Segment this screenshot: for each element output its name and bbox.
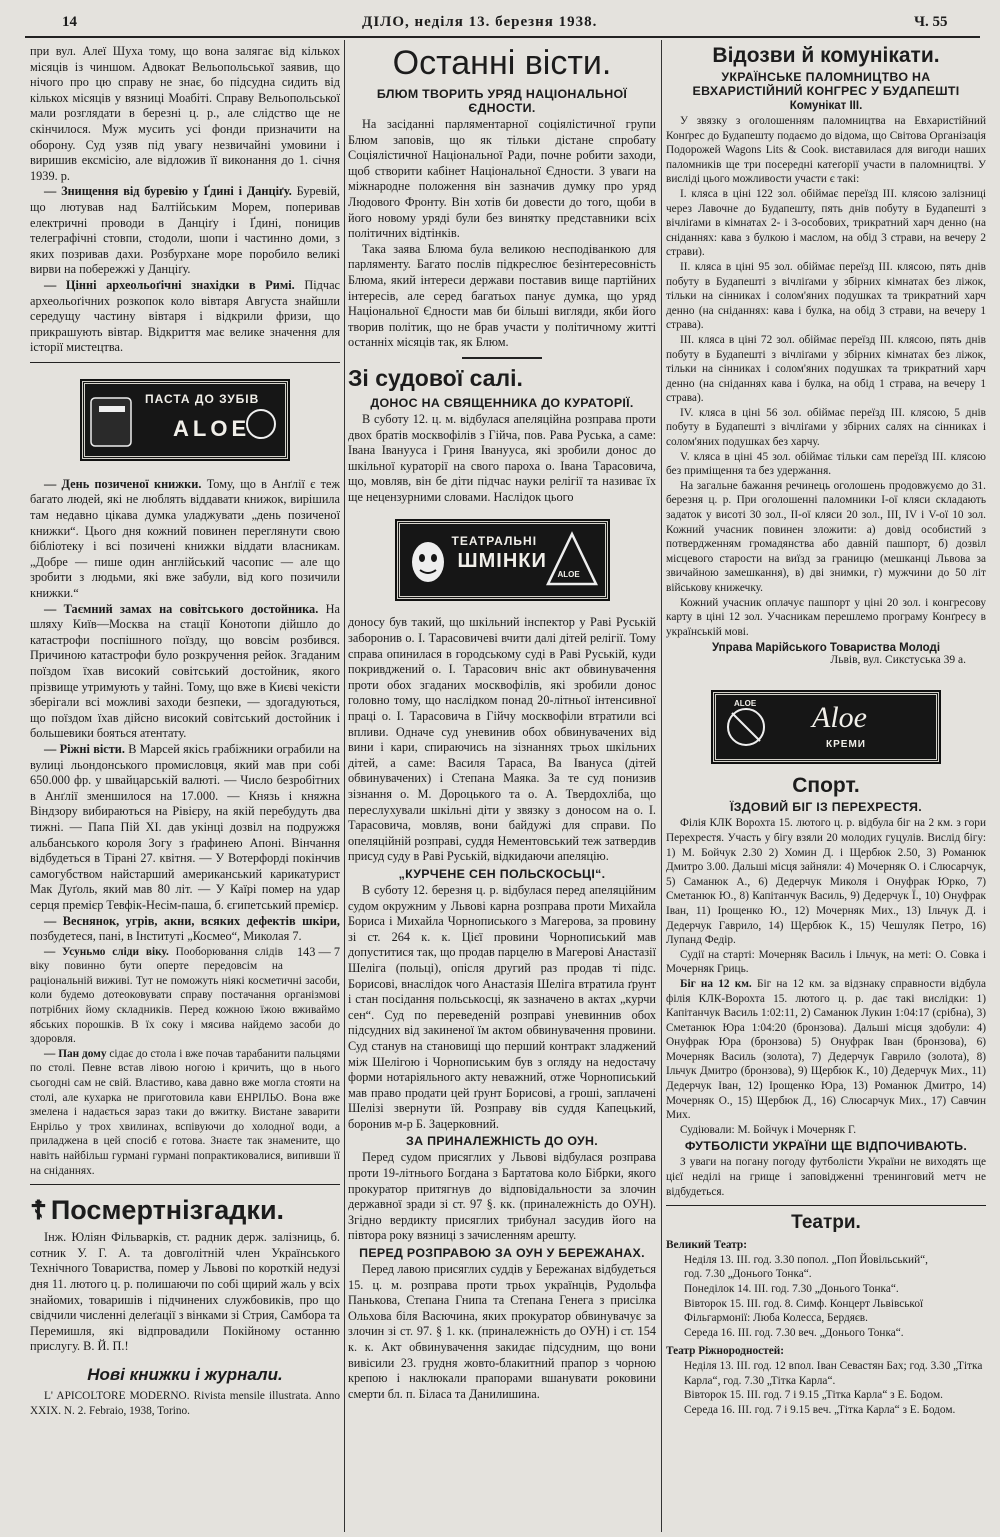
race-12km-judges: Судіювали: М. Бойчук і Мочерняк Г. [680, 1123, 857, 1136]
section-rule [462, 357, 542, 359]
budapest-class-1: І. кляса в ціні 122 зол. обіймає переїзд ІІІ. клясою залізниці через Лавочне до Будапешту, пять днів побуту в Будапешті з вічліґами в кімнатах 2- і 3-особових, трикратний харч денно (на сніданнях: кава з булкою і маслом, на обід 3 страви, на вечеру 2 страви). [666, 187, 986, 259]
great-theatre-line: Понеділок 14. ІІІ. год. 7.30 „Донього Тонка“. [684, 1283, 899, 1295]
berezhany-paragraph: Перед лавою присяглих суддів у Бережанах відбудеться 15. ц. м. розправа проти трьох українців, Рудольфа Панькова, Степана Гнипа та Степана Генега з присілка Ольхова біля Васючина, яких прокуратор обвинувачує за злочин зі ст. 97. § 1. кк. (приналежність до ОУН) і ст. 154 к. к. Акт обвинувачення закидає підсудним, що вони вивісили 23. грудня жовто-блакитний прапор з чорною крепою і наклюкали прапорами вшанувати роковини смерти бл. п. Біласа та Данилишина. [348, 1262, 656, 1401]
latest-news-title: Останні вісти. [392, 44, 612, 82]
column-right [666, 44, 986, 1532]
news-item-secret: — Таємний замах на совітського достойника. На шляху Київ—Москва на стації Конотопи дійшло до катастрофи поспішного поїзду, що вовсім розбився. Причиною катастрофи було розкручення рейок. Згаданим поїздом їхав високий совітський достойник, якого прізвище утримують у тайні. Тому, що вже в Києві чекісти зберігали всі можливі заходи безпеки, — здогадуються, що поїздом їхав дійсно високий совітський достойник і большевики бояться атентату. [30, 601, 340, 741]
budapest-headline: УКРАЇНСЬКЕ ПАЛОМНИЦТВО НА ЕВХАРИСТІЙНИЙ КОНГРЕС У БУДАПЕШТІ [692, 70, 960, 98]
variety-theatre-line: Вівторок 15. ІІІ. год. 7 і 9.15 „Тітка Карла“ з Е. Бодом. [684, 1389, 943, 1402]
blum-paragraph-2: Така заява Блюма була великою несподіванкою для парляменту. Багато послів підкреслює безінтересовність Блюма, який інтереси держави поставив вище партійних інтересів, але серед багатьох панує думка, що уряд Національної Єдности мав би більші вигляди, якби його творив політик, що не брав участи у політичному житті останніх місяців так, як Блюм. [348, 241, 656, 350]
new-books-text: L' APICOLTORE MODERNO. Rivista mensile illustrata. Anno XXIX. N. 2. Febraio, 1938, Torino. [30, 1389, 340, 1417]
oun-paragraph: Перед судом присяглих у Львові відбулася розправа проти 19-літнього Богдана з Бартатова коло Бібрки, якого прокуратор притягнув до відповідальности за злочин державної зради зі ст. 97 §. кк. (приналежність до ОУН). Згідно вердикту присяглих трибунал засудив його на півтора року вязниці з зачисленням арешту. [348, 1150, 656, 1243]
ad-kosmeo: — Веснянок, угрів, акни, всяких дефектів шкіри, позбудетеся, пані, в Інституті „Космео“, Миколая 7. 143 — 7 [30, 913, 340, 959]
race-judges: Судії на старті: Мочерняк Василь і Ільчук, на меті: О. Совка і Мочерняк Гриць. [666, 948, 986, 976]
budapest-signature: Управа Марійського Товариства Молоді [711, 642, 941, 655]
ad-coffee: — Пан дому сідає до стола і вже почав тарабанити пальцями по столі. Певне встав лівою ногою і кричить, що в нього сьогодні сам не свій. Властиво, кава давно вже могла стояти на столі, але кухарка не приготовила кави ЕНРІЛЬО. Вона вже змелена і надається зараз таки до вжитку. Вистане заварити Енрільо у трох хвилинах, вспівуючи до холодної води, а приладжена в цей спосіб є готова. Знаєте так знамените, що навіть найбільш гурмані гурмані попрактиковалися, випивши її на сніданнях. [30, 1047, 340, 1177]
budapest-deadline: На загальне бажання речинець оголошень продовжуємо до 31. березня ц. р. При оголошенні паломники І-ої кляси складають задаток у висоті 30 зол., ІІ-ої кляси 20 зол., ІІІ, IV і V-ої 10 зол. Кожний учасник повинен зложити: а) довід особистий з потвердженням громадянства або давній пашпорт, б) дозвіл місцевого старости на виїзд за границю (мешканці Львова за звичайною замешкання), в) дві знимки, г) мужчини до 50 літ військову книжечку. [666, 479, 986, 594]
budapest-paragraph-1: У звязку з оголошенням паломництва на Евхаристійний Конґрес до Будапешту подаємо до відома, що Світова Організація Подорожей Wagons Lits & Cook. виставилася для вигоди наших паломників ще три посередні катеґорії участи в паломництві. У висліді цього можливости участи є такі: [666, 115, 986, 186]
kurchene-paragraph: В суботу 12. березня ц. р. відбулася перед апеляційним судом окружним у Львові карна розправа проти Михайла Бориса і Михайла Чорнописького з Магерова, за провину зі ст. 264 к. к. Цієї провини Чорнописький мав допуститися так, що продав парцелю в Магерові Анастазії Шеліга (польці), опісля другий раз продав ті підс. Борисові, внаслідок чого Анастазія Шеліга втратила ґрунт і стан посідання польськосці, як зазначено в актах „курчи сен“. Суд по переведеній розправі уневиннив обох підсудних від закиненої їм актом обвинувачення провини. Суд станув на становищі що перший контракт зладжений між Шелігою і Чорнопиським був з огляду на недостачу форми нотаріяльного акту неважний, отже Чорнописький мав право продати цей ґрунт Борисові, а гроші, заплачені Шелізі звернути їй. Розправу вів суддя Капецький, боронив м-р Б. Зацерковний. [348, 882, 656, 1131]
budapest-class-4: IV. кляса в ціні 56 зол. обіймає переїзд ІІІ. клясою, 5 днів побуту в Будапешті з вічліґами у збірних салях на сінниках і солом'яних подушках без харчу. [666, 406, 986, 449]
variety-theatre-line: Середа 16. ІІІ. год. 7 і 9.15 веч. „Тітка Карла“ з Е. Бодом. [684, 1403, 956, 1416]
ad-age-traces: — Усуньмо сліди віку. Пооборювання слідів віку повинно бути оперте передовсім на раціональній виживі. Тут не поможуть ніякі косметичні засоби, коли будемо дотеоковувати справу постачання організмові потрібних йому складників. Перед кожною їжою вживаймо ябських порошків. В їх соку і мясива найдемо засоби до здоровля. [30, 945, 340, 1046]
article-continuation: при вул. Алеї Шуха тому, що вона залягає від кількох місяців із чиншом. Адвокат Вельопольської заявив, що нічого про цю справу не знає, бо підсудна сидить від кількох місяців у вязниці Моабіті. Справу Вельопольської мали розглядати в березні ц. р., але слідство ще не скінчилося. Муж мусить усі фонди призначити на оборону. Суд узяв під увагу незвичайні умовини і виришив ексмісію, але відложив її виконання до 1. січня 1939. р. [30, 44, 340, 183]
kurchene-headline: „КУРЧЕНЕ СЕН ПОЛЬСКОСЬЦІ“. [398, 866, 606, 881]
ad-cream-line3: КРЕМИ [826, 739, 866, 751]
obituaries-title: Посмертнізгадки. [50, 1195, 285, 1226]
cross-icon: ☦ [30, 1196, 47, 1226]
great-theatre-line: год. 7.30 „Донього Тонка“. [684, 1268, 812, 1281]
berezhany-headline: ПЕРЕД РОЗПРАВОЮ ЗА ОУН У БЕРЕЖАНАХ. [359, 1246, 645, 1261]
budapest-class-5: V. кляса в ціні 45 зол. обіймає тільки сам переїзд ІІІ. клясою без приміщення та без удержання. [666, 450, 986, 478]
appeals-title: Відозви й комунікати. [712, 44, 940, 67]
ad-aloe-cream [713, 692, 939, 762]
race-results: Філія КЛК Ворохта 15. лютого ц. р. відбула біг на 2 км. з гори Перехрестя. Участь у бігу взяли 20 молодих гуцулів. Вислід бігу: 1) М. Бойчук 2.30 2) Хомин Д. і Щербюк 2.50, 3) Романюк Дмитро 3.00. Дальші місця зайняли: 4) Мочерняк О. і Слюсарчук, 5) Саманюк А., 6) Дедерчук Миколя і Онуфрак Юрко, 7) Сметанюк Ю., 8) Капітанчук Василь, 9) Дедерчук Ї., 10) Онуфрак Іван, 11) Ірощенко Ю., 12) Мочерняк Мих., 13) Ільчук Д. і Дедерчук Гаврило, 14) Щербюк К., 15) Чешуляк Петро, 16) Лупанд Федір. [666, 817, 986, 947]
theatres-section [666, 1212, 986, 1417]
race-headline: ЇЗДОВИЙ БІГ ІЗ ПЕРЕХРЕСТЯ. [730, 800, 922, 815]
race-12km: Біг на 12 км. Біг на 12 км. за відзнаку справности відбула філія КЛК-Ворохта 15. лютого ц. р. дає такі вислідки: 1) Капітанчук Василь 1:02:11, 2) Саманюк Лукин 1:04:17 (срібна), 3) Сметанюк Юра 1:04:20 (бронзова). Дальші місця здобули: 4) Онуфрак Юра (бронзова) 5) Онуфрак Іван (бронзова), 6) Мочерняк Василь (золота), 7) Дедерчук Гаврило (золота), 8) Ільчук Дмитро (бронзова), 9) Щербюк К., 10) Дедерчук Мих., 11) Дедерчук Іван, 12) Ірощенко Юра, 13) Романюк Дмитро, 14) Мочерняк О., 15) Щербюк Д., 16) Слюсарчук Мих., 17) Савчин Мих. [666, 977, 986, 1122]
news-item-storm: — Знищення від буревію у Ґдині і Данціґу. Буревій, що лютував над Балтійським Морем, поперивав електричні проводи в Данціґу і Ґдині, поницив телеграфічні стовпи, стодоли, шопи і частинно доми, з яких позривав дахи. Розбурхане море поробило великі вирви на побережжі у Данціґу. [30, 184, 340, 277]
theatres-title: Театри. [791, 1212, 861, 1234]
obituaries-section [30, 1195, 340, 1226]
ad-makeup-line3: ALOE [557, 570, 580, 580]
blum-paragraph-1: На засіданні парляментарної соціялістичної групи Блюм заповів, що як тільки дістане спробату Соціялістичної Національної Ради, почне робити заходи, щоб створити кабінет Національної Єдности. З уваги на міжнародне положення він зазначив думку про уряд Людового Фронту. Він хотів би довести до того, щоби в його новому уряді були без винятку представники всіх політичних відтінків. [348, 117, 656, 241]
column-left [30, 44, 340, 1532]
budapest-passport: Кожний учасник оплачує пашпорт у ціні 20 зол. і конгресову карту в ціні 12 зол. Учасникам перешлемо програму Конґресу в українській мові. [666, 596, 986, 638]
news-item-book-day: — День позиченої книжки. Тому, що в Анґлії є теж багато людей, які не люблять віддавати книжок, вирішила там недавно цікава думка уладжувати „день позиченої книжки“. Цього дня кожний повинен переглянути свою бібліотеку і всі позичені книжки віддати власникам. „Добре — пише один англійський часопис — але що зробити з людьми, які вже забули, від кого позичили книжки.“ [30, 476, 340, 601]
ad-paste-line1: ПАСТА ДО ЗУБІВ [145, 391, 260, 406]
header-rule [25, 36, 980, 38]
section-rule [666, 1205, 986, 1206]
new-books-title: Нові книжки і журнали. [87, 1364, 283, 1384]
news-item-misc: — Ріжні вісти. В Марсей якісь грабіжники ограбили на вулиці льондонського промисловця, який мав при собі 650.000 фр. у швайцарській валюті. — Число безробітних в Анґлії зменшилося на 17.000. — Князь і княжна Віндзору вибираються на Рівієру, на якій перебудуть два тижні. — Папа Пій XI. дав укінці дозвіл на подружжя альбанського короля Зогу з ґрафинею Апоні. Вінчання відбудеться в Тірані 27. квітня. — У Вотерфорді покінчив самогубством найстарший американський карикатурист Мак Дуґоль, який мав 80 літ. — У Каїрі помер на удар серця премієр Тевфік-Несім-паша, б. єгипетський премієр. [30, 741, 340, 912]
great-theatre-line: Неділя 13. ІІІ. год. 3.30 попол. „Поп Йовільський“, [684, 1253, 928, 1266]
budapest-class-3: ІІІ. кляса в ціні 72 зол. обіймає переїзд ІІІ. клясою, пять днів побуту в Будапешті з вічліґами у збірних кімнатах без ліжок, тільки на сінниках і солом'яних подушках та трикратний харч денно (на сніданнях кава і булка, на обід 1 страва, на вечеру 1 страва). [666, 333, 986, 405]
great-theatre-line: Середа 16. ІІІ. год. 7.30 веч. „Донього Тонка“. [684, 1326, 904, 1339]
budapest-class-2: ІІ. кляса в ціні 95 зол. обіймає переїзд ІІІ. клясою, пять днів побуту в Будапешті з вічліґами у збірних кімнатах без ліжок, тільки на сінниках і солом'яних подушках та трикратний харч денно (на сніданнях: кава і булка, на обід 3 страви, на вечеру 1 страва). [666, 260, 986, 332]
obituary-text: Інж. Юліян Фільварків, ст. радник держ. залізниць, б. сотник У. Г. А. та довголітній член Українського Технічного Товариства, помер у Львові по короткій недузі дня 11. лютого ц. р. полишаючи по собі щирий жаль у всіх знайомих, товаришів і підчинених службовиків, про що свідчили численні делеґації з вінками зі Стрия, Самбора та Перемишля, які відпровадили Покійному останню прислугу. В. Й. П.! [30, 1230, 340, 1354]
variety-theatre-line: Неділя 13. ІІІ. год. 12 впол. Іван Севастян Бах; год. 3.30 „Тітка Карла“, год. 7.30 „Тітка Карла“. [684, 1359, 983, 1387]
denunciation-paragraph-2: доносу був такий, що шкільний інспектор у Раві Руській заборонив о. І. Тарасовичеві вчити далі дітей релігії. Тому справа опинилася в городському суді в Раві Руській, куди покривджений о. І. Тарасович вніс акт обвинувачення проти обох згаданих москвофілів, які зробили донос головно тому, що наслідком понад 20-літньої інтенсивної праці о. І. Тарасовича в Гійчу москвофіли втратили всі впливи. Одначе суд уневинив обох обвинувачених від вини і кари, спираючись на зізнаннях трьох шкільних дітей, а саме: Василя Тараса, Ва Івануса (дітей обвинувачених) і Степана Маяка. За те суд понизив зізнання о. М. Дороцького та о. А. Твердохліба, що переслухували шкільні діти у звязку з доносом на о. І. Тарасовича, мовляв, вони байдужі для справи. По опеляційній розправі, суддя Нементовський теж затвердив присуд суду в Раві Руській, відкидаючи апеляцію. [348, 615, 656, 864]
section-rule [30, 1184, 340, 1185]
column-divider-1 [344, 40, 345, 1532]
issue-number: Ч. 55 [914, 14, 948, 30]
masthead-line: ДІЛО, неділя 13. березня 1938. [362, 14, 598, 30]
column-divider-2 [661, 40, 662, 1532]
denunciation-paragraph-1: В суботу 12. ц. м. відбулася апеляційна розправа проти двох братів москвофілів з Гійча, пов. Рава Руська, а саме: Івана Іванууса і Гриня Іванууса, які зробили донос до шкільної кураторії на свого пароха о. Івана Тарасовича, що, мовляв, він бе діти підчас науки релігії та називає їх ще нецензурними словами. Наслідок цього [348, 411, 656, 504]
communique-label: Комунікат ІІІ. [789, 100, 863, 112]
section-rule [30, 362, 340, 363]
sport-title: Спорт. [792, 774, 860, 798]
ad-cream-line1: ALOE [734, 699, 757, 709]
ad-aloe-toothpaste [82, 381, 288, 459]
great-theatre-label: Великий Театр: [666, 1239, 747, 1252]
court-title: Зі судової салі. [348, 364, 523, 391]
ad-cream-line2: Aloe [812, 701, 867, 735]
news-item-rome: — Цінні археольоґічні знахідки в Римі. Підчас археольоґічних розкопок коло вівтаря Августа знайшли середущу частину вівтаря і відкрили фризи, що прикрашують вівтар. Відкриття має велике значення для історії мистецтва. [30, 277, 340, 355]
ad-makeup-line1: ТЕАТРАЛЬНІ [451, 534, 538, 549]
ad-aloe-makeup [397, 521, 608, 599]
football-paragraph: З уваги на погану погоду футболісти України не виходять ще цієї неділі на грище і заповідженні тренинговий метч не відбудеться. [666, 1156, 986, 1198]
page-header [0, 0, 1000, 40]
great-theatre-line: Вівторок 15. ІІІ. год. 8. Симф. Концерт Львівської Фільгармонії: Люба Колесса, Бердяєв. [684, 1297, 924, 1325]
football-headline: ФУТБОЛІСТИ УКРАЇНИ ЩЕ ВІДПОЧИВАЮТЬ. [684, 1139, 968, 1154]
variety-theatre-label: Театр Ріжнородностей: [666, 1345, 784, 1358]
page-number: 14 [62, 14, 77, 30]
ad-paste-line2: ALOE [173, 415, 251, 441]
ad-makeup-line2: ШМІНКИ [457, 550, 547, 573]
oun-headline: ЗА ПРИНАЛЕЖНІСТЬ ДО ОУН. [406, 1134, 598, 1149]
denunciation-headline: ДОНОС НА СВЯЩЕННИКА ДО КУРАТОРІЇ. [370, 395, 634, 410]
budapest-address: Львів, вул. Сикстуська 39 а. [830, 654, 966, 667]
column-middle [348, 44, 656, 1532]
blum-headline: БЛЮМ ТВОРИТЬ УРЯД НАЦІОНАЛЬНОЇ ЄДНОСТИ. [376, 87, 628, 115]
